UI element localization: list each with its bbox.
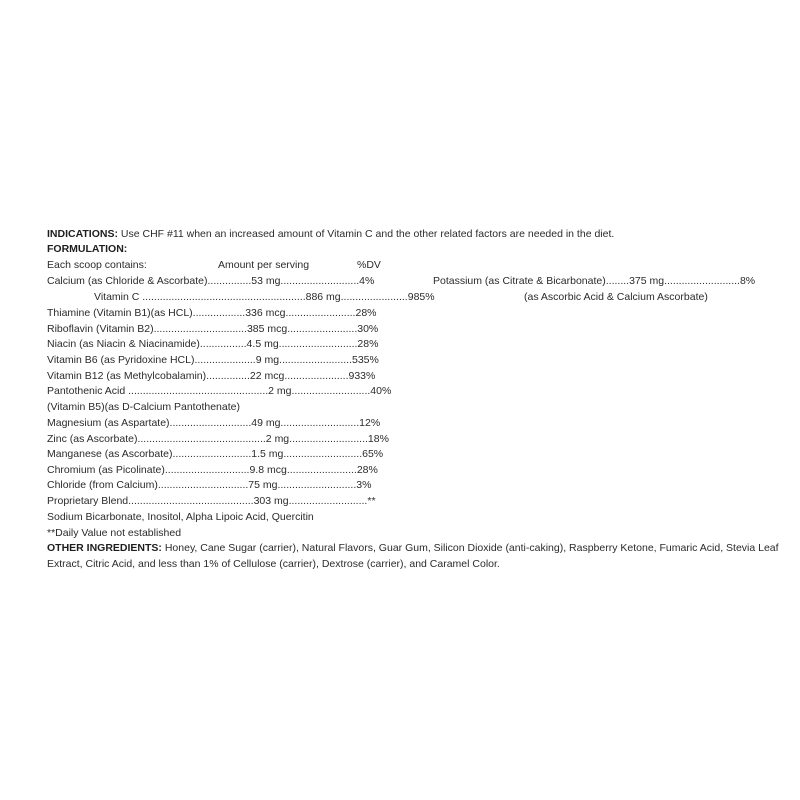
- indications-line: [47, 227, 614, 241]
- other-ingredients-line-2: Extract, Citric Acid, and less than 1% of Cellulose (carrier), Dextrose (carrier), and Caramel Color.: [47, 558, 500, 570]
- daily-value-footnote: **Daily Value not established: [47, 527, 182, 539]
- blend-ingredients: Sodium Bicarbonate, Inositol, Alpha Lipoic Acid, Quercitin: [47, 511, 314, 523]
- col-amount-label: Amount per serving: [218, 259, 310, 271]
- nutrient-note-vitamin-c-source: (as Ascorbic Acid & Calcium Ascorbate): [524, 291, 708, 303]
- nutrient-line-zinc: Zinc (as Ascorbate)............................................2 mg...........................18%: [47, 433, 389, 445]
- nutrient-line-magnesium: Magnesium (as Aspartate)............................49 mg...........................12%: [47, 417, 381, 429]
- col-dv-label: %DV: [357, 259, 381, 271]
- indications-text: Use CHF #11 when an increased amount of Vitamin C and the other related factors are needed in the diet.: [120, 228, 615, 240]
- nutrient-line-riboflavin: Riboflavin (Vitamin B2)................................385 mcg........................30%: [47, 323, 379, 335]
- indications-heading: INDICATIONS:: [47, 228, 118, 240]
- nutrient-note-vitamin-b5: (Vitamin B5)(as D-Calcium Pantothenate): [47, 401, 240, 413]
- other-ingredients-text-1: Honey, Cane Sugar (carrier), Natural Flavors, Guar Gum, Silicon Dioxide (anti-caking), Raspberry Ketone, Fumaric Acid, Stevia Leaf: [164, 542, 779, 554]
- nutrient-line-chloride: Chloride (from Calcium)...............................75 mg...........................3%: [47, 479, 372, 491]
- col-scoop-label: Each scoop contains:: [47, 259, 147, 271]
- nutrient-line-manganese: Manganese (as Ascorbate)...........................1.5 mg...........................65%: [47, 448, 384, 460]
- nutrient-line-calcium: Calcium (as Chloride & Ascorbate)...............53 mg...........................4%: [47, 275, 375, 287]
- nutrient-line-vitamin-b6: Vitamin B6 (as Pyridoxine HCL).....................9 mg.........................535%: [47, 354, 379, 366]
- nutrient-line-vitamin-c: Vitamin C ........................................................886 mg.......................985%: [94, 291, 435, 303]
- nutrient-line-niacin: Niacin (as Niacin & Niacinamide)................4.5 mg...........................28%: [47, 338, 379, 350]
- nutrient-line-chromium: Chromium (as Picolinate).............................9.8 mcg........................28%: [47, 464, 378, 476]
- nutrient-line-potassium: Potassium (as Citrate & Bicarbonate)........375 mg..........................8%: [433, 275, 756, 287]
- nutrient-line-vitamin-b12: Vitamin B12 (as Methylcobalamin)...............22 mcg......................933%: [47, 370, 376, 382]
- other-ingredients-line-1: [47, 541, 779, 555]
- formulation-heading: FORMULATION:: [47, 243, 128, 255]
- nutrient-line-proprietary-blend: Proprietary Blend...........................................303 mg...........................**: [47, 495, 376, 507]
- other-ingredients-heading: OTHER INGREDIENTS:: [47, 542, 162, 554]
- nutrient-line-pantothenic-acid: Pantothenic Acid ................................................2 mg...........................40%: [47, 385, 392, 397]
- nutrient-line-thiamine: Thiamine (Vitamin B1)(as HCL)..................336 mcg........................28%: [47, 307, 377, 319]
